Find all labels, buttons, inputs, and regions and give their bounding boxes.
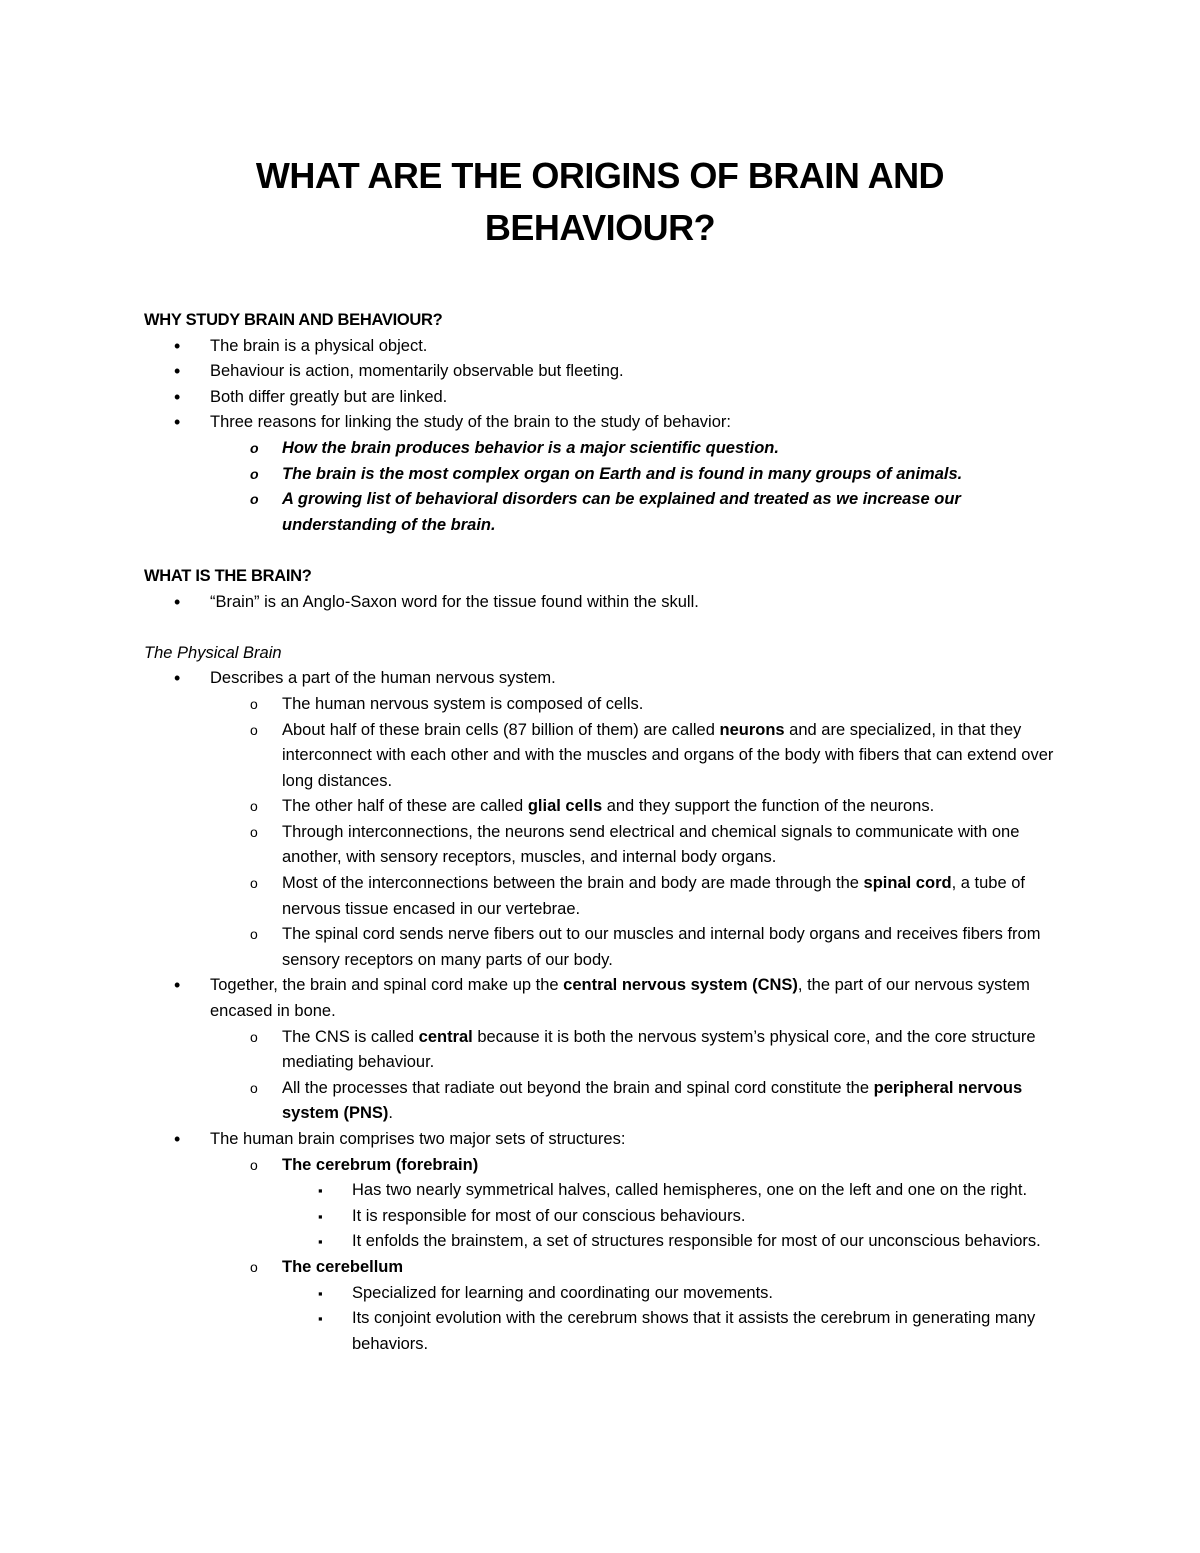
sub-sub-list-item: ▪ Its conjoint evolution with the cerebrum shows that it assists the cerebrum in generating many behaviors. [144, 1306, 1064, 1357]
term-neurons: neurons [719, 720, 785, 739]
document-body [144, 308, 1064, 1357]
term-pns: peripheral nervous system (PNS) [282, 1078, 1023, 1123]
page-title [0, 150, 1200, 254]
sub-list-item: o The CNS is called central because it is both the nervous system’s physical core, and the core structure mediating behaviour. [144, 1025, 1064, 1076]
reason-item: o How the brain produces behavior is a major scientific question. [144, 436, 1064, 462]
sub-list-item: o The human nervous system is composed of cells. [144, 692, 1064, 718]
term-cns: central nervous system (CNS) [563, 976, 798, 995]
sub-list-item: o Most of the interconnections between the brain and body are made through the spinal cord, a tube of nervous tissue encased in our vertebrae. [144, 871, 1064, 922]
list-item: • “Brain” is an Anglo-Saxon word for the tissue found within the skull. [144, 590, 1064, 616]
reason-item: o The brain is the most complex organ on Earth and is found in many groups of animals. [144, 462, 1064, 488]
subheading-physical-brain: The Physical Brain [144, 643, 282, 662]
section-heading-what: WHAT IS THE BRAIN? [144, 566, 312, 585]
list-item: • The human brain comprises two major sets of structures: [144, 1127, 1064, 1153]
term-central: central [418, 1027, 473, 1046]
sub-list-item: o The other half of these are called glial cells and they support the function of the neurons. [144, 794, 1064, 820]
what-list [144, 590, 1064, 616]
list-item: • Both differ greatly but are linked. [144, 385, 1064, 411]
title-line-2: BEHAVIOUR? [484, 207, 716, 248]
list-item: • Behaviour is action, momentarily observable but fleeting. [144, 359, 1064, 385]
term-glial-cells: glial cells [527, 797, 603, 816]
reason-item: o A growing list of behavioral disorders can be explained and treated as we increase our understanding of the brain. [144, 487, 1064, 538]
sub-list-item-cerebrum: o The cerebrum (forebrain) [144, 1153, 1064, 1179]
section-heading-why: WHY STUDY BRAIN AND BEHAVIOUR? [144, 311, 443, 329]
sub-list-item-cerebellum: o The cerebellum [144, 1255, 1064, 1281]
list-item: • The brain is a physical object. [144, 334, 1064, 360]
title-line-1: WHAT ARE THE ORIGINS OF BRAIN AND [255, 155, 945, 196]
list-item: • Three reasons for linking the study of the brain to the study of behavior: [144, 410, 1064, 436]
sub-sub-list-item: ▪ Specialized for learning and coordinating our movements. [144, 1281, 1064, 1307]
sub-list-item: o Through interconnections, the neurons send electrical and chemical signals to communicate with one another, with sensory receptors, muscles, and internal body organs. [144, 820, 1064, 871]
why-list [144, 334, 1064, 539]
sub-sub-list-item: ▪ Has two nearly symmetrical halves, called hemispheres, one on the left and one on the right. [144, 1178, 1064, 1204]
sub-list-item: o About half of these brain cells (87 billion of them) are called neurons and are specialized, in that they interconnect with each other and with the muscles and organs of the body with fibers that can extend over long distances. [144, 718, 1064, 795]
physical-list [144, 666, 1064, 1357]
sub-sub-list-item: ▪ It is responsible for most of our conscious behaviours. [144, 1204, 1064, 1230]
sub-sub-list-item: ▪ It enfolds the brainstem, a set of structures responsible for most of our unconscious behaviors. [144, 1229, 1064, 1255]
term-spinal-cord: spinal cord [863, 874, 952, 893]
list-item: • Describes a part of the human nervous system. [144, 666, 1064, 692]
sub-list-item: o All the processes that radiate out beyond the brain and spinal cord constitute the peripheral nervous system (PNS). [144, 1076, 1064, 1127]
sub-list-item: o The spinal cord sends nerve fibers out to our muscles and internal body organs and receives fibers from sensory receptors on many parts of our body. [144, 922, 1064, 973]
list-item: • Together, the brain and spinal cord make up the central nervous system (CNS), the part of our nervous system encased in bone. [144, 973, 1064, 1024]
